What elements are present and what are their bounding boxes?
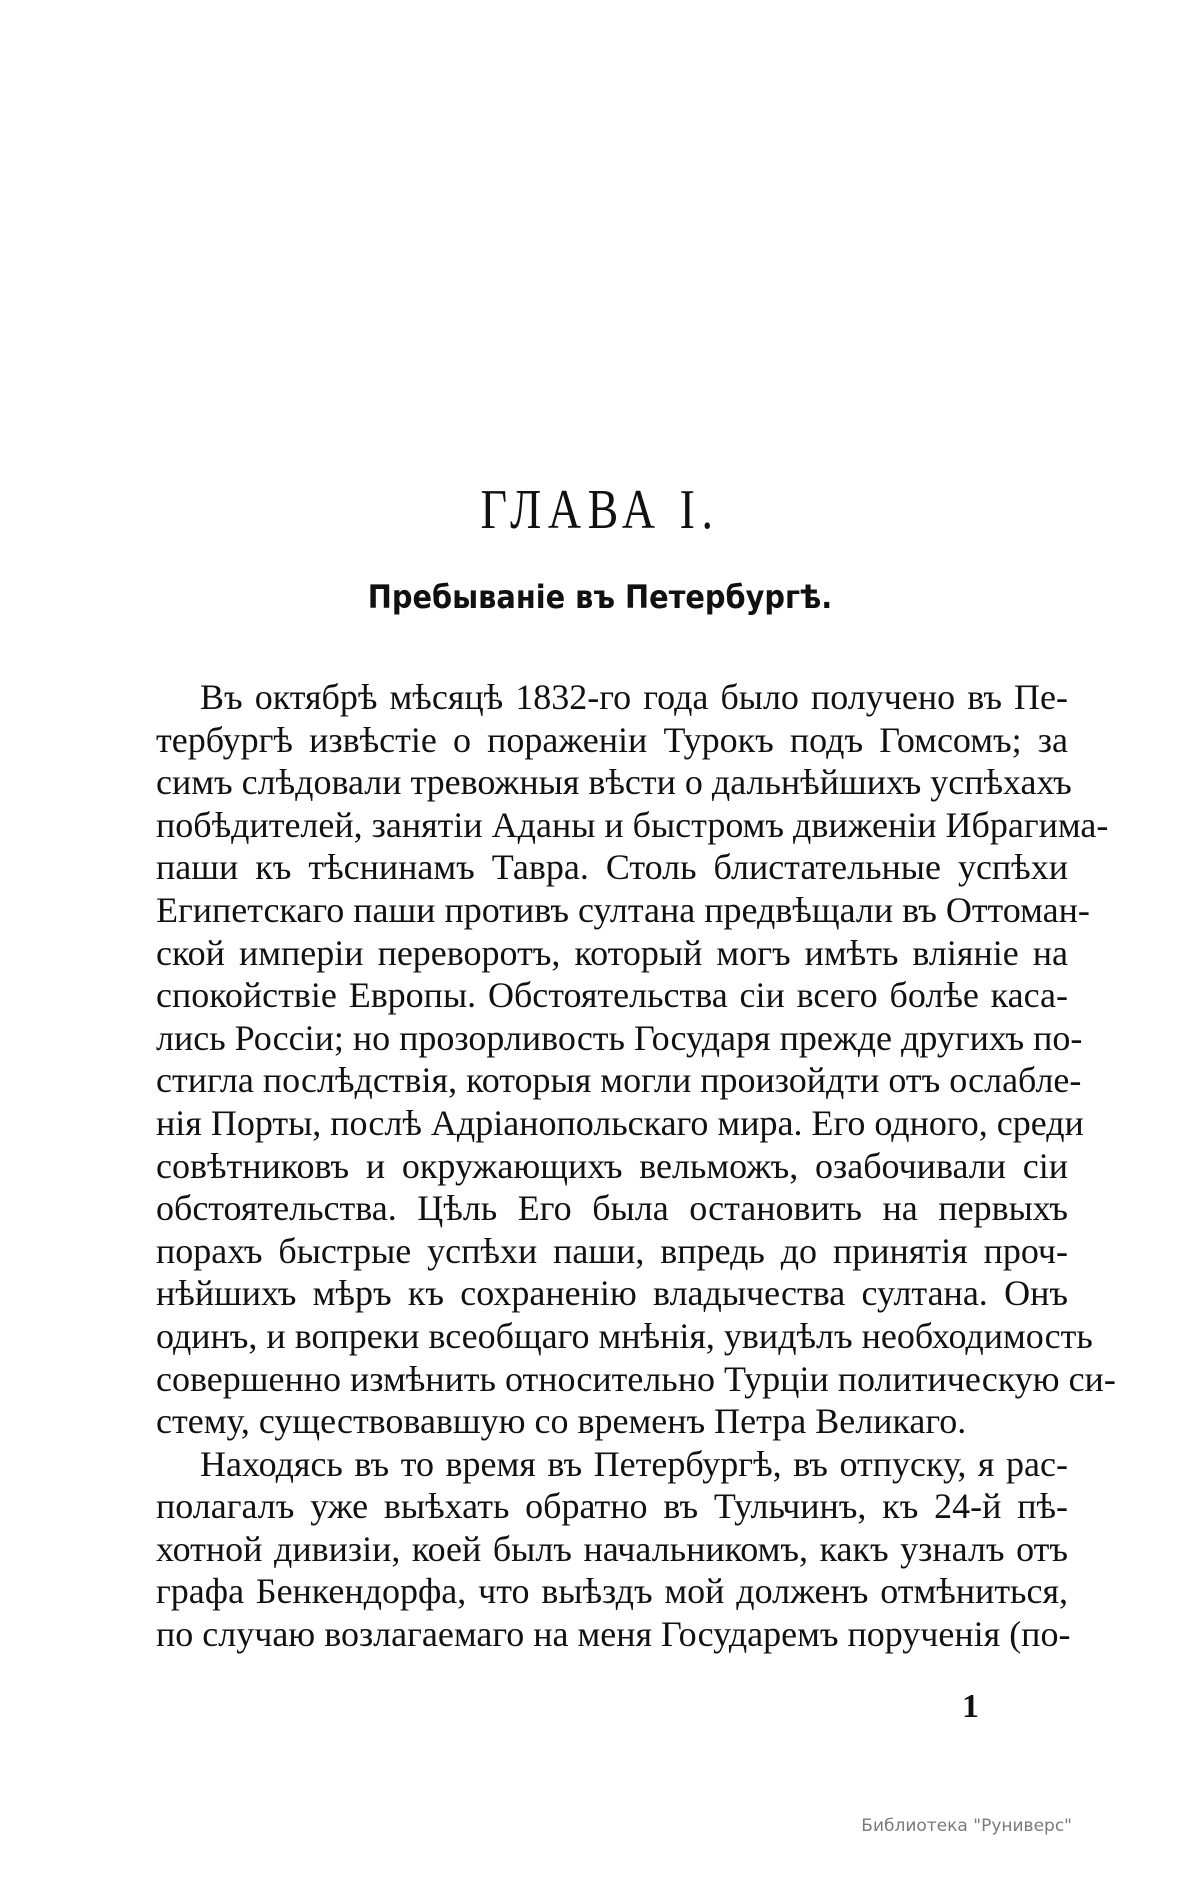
- text-line: нія Порты, послѣ Адріанопольскаго мира. Его одного, среди: [156, 1102, 1084, 1143]
- text-line: ской имперіи переворотъ, который могъ имѣть вліяніе на: [156, 932, 1068, 973]
- text-line: побѣдителей, занятіи Аданы и быстромъ движеніи Ибрагима-: [156, 804, 1109, 845]
- text-line: спокойствіе Европы. Обстоятельства сіи всего болѣе каса-: [156, 975, 1068, 1016]
- text-line: Въ октябрѣ мѣсяцѣ 1832-го года было получено въ Пе-: [200, 677, 1068, 717]
- text-line: стигла послѣдствія, которыя могли произойдти отъ ослабле-: [156, 1060, 1082, 1101]
- text-line: обстоятельства. Цѣль Его была остановить на первыхъ: [156, 1188, 1068, 1229]
- text-line: симъ слѣдовали тревожныя вѣсти о дальнѣйшихъ успѣхахъ: [156, 762, 1072, 803]
- text-line: совершенно измѣнить относительно Турціи политическую си-: [156, 1358, 1116, 1399]
- chapter-subtitle: Пребываніе въ Петербургѣ.: [367, 578, 833, 616]
- text-line: одинъ, и вопреки всеобщаго мнѣнія, увидѣлъ необходимость: [156, 1315, 1093, 1356]
- text-line: Находясь въ то время въ Петербургѣ, въ отпуску, я рас-: [200, 1443, 1068, 1484]
- text-line: нѣйшихъ мѣръ къ сохраненію владычества султана. Онъ: [156, 1273, 1068, 1314]
- text-line: графа Бенкендорфа, что выѣздъ мой долженъ отмѣниться,: [156, 1571, 1068, 1612]
- text-line: полагалъ уже выѣхать обратно въ Тульчинъ, къ 24-й пѣ-: [156, 1486, 1068, 1527]
- text-line: хотной дивизіи, коей былъ начальникомъ, какъ узналъ отъ: [156, 1528, 1068, 1569]
- text-line: стему, существовавшую со временъ Петра Великаго.: [156, 1401, 967, 1442]
- text-line: Египетскаго паши противъ султана предвѣщали въ Оттоман-: [156, 889, 1090, 930]
- text-line: тербургѣ извѣстіе о пораженіи Турокъ подъ Гомсомъ; за: [156, 719, 1068, 760]
- chapter-title: ГЛАВА I.: [480, 479, 720, 541]
- text-line: совѣтниковъ и окружающихъ вельможъ, озабочивали сіи: [156, 1145, 1068, 1186]
- text-line: порахъ быстрые успѣхи паши, впредь до принятія проч-: [156, 1230, 1068, 1271]
- body-text: [156, 676, 1116, 1656]
- text-line: лись Россіи; но прозорливость Государя прежде другихъ по-: [156, 1017, 1083, 1058]
- library-watermark: Библиотека "Руниверс": [861, 1816, 1072, 1836]
- text-line: паши къ тѣснинамъ Тавра. Столь блистательные успѣхи: [156, 847, 1068, 888]
- page-number: 1: [962, 1688, 979, 1725]
- text-line: по случаю возлагаемаго на меня Государемъ порученія (по-: [156, 1614, 1071, 1655]
